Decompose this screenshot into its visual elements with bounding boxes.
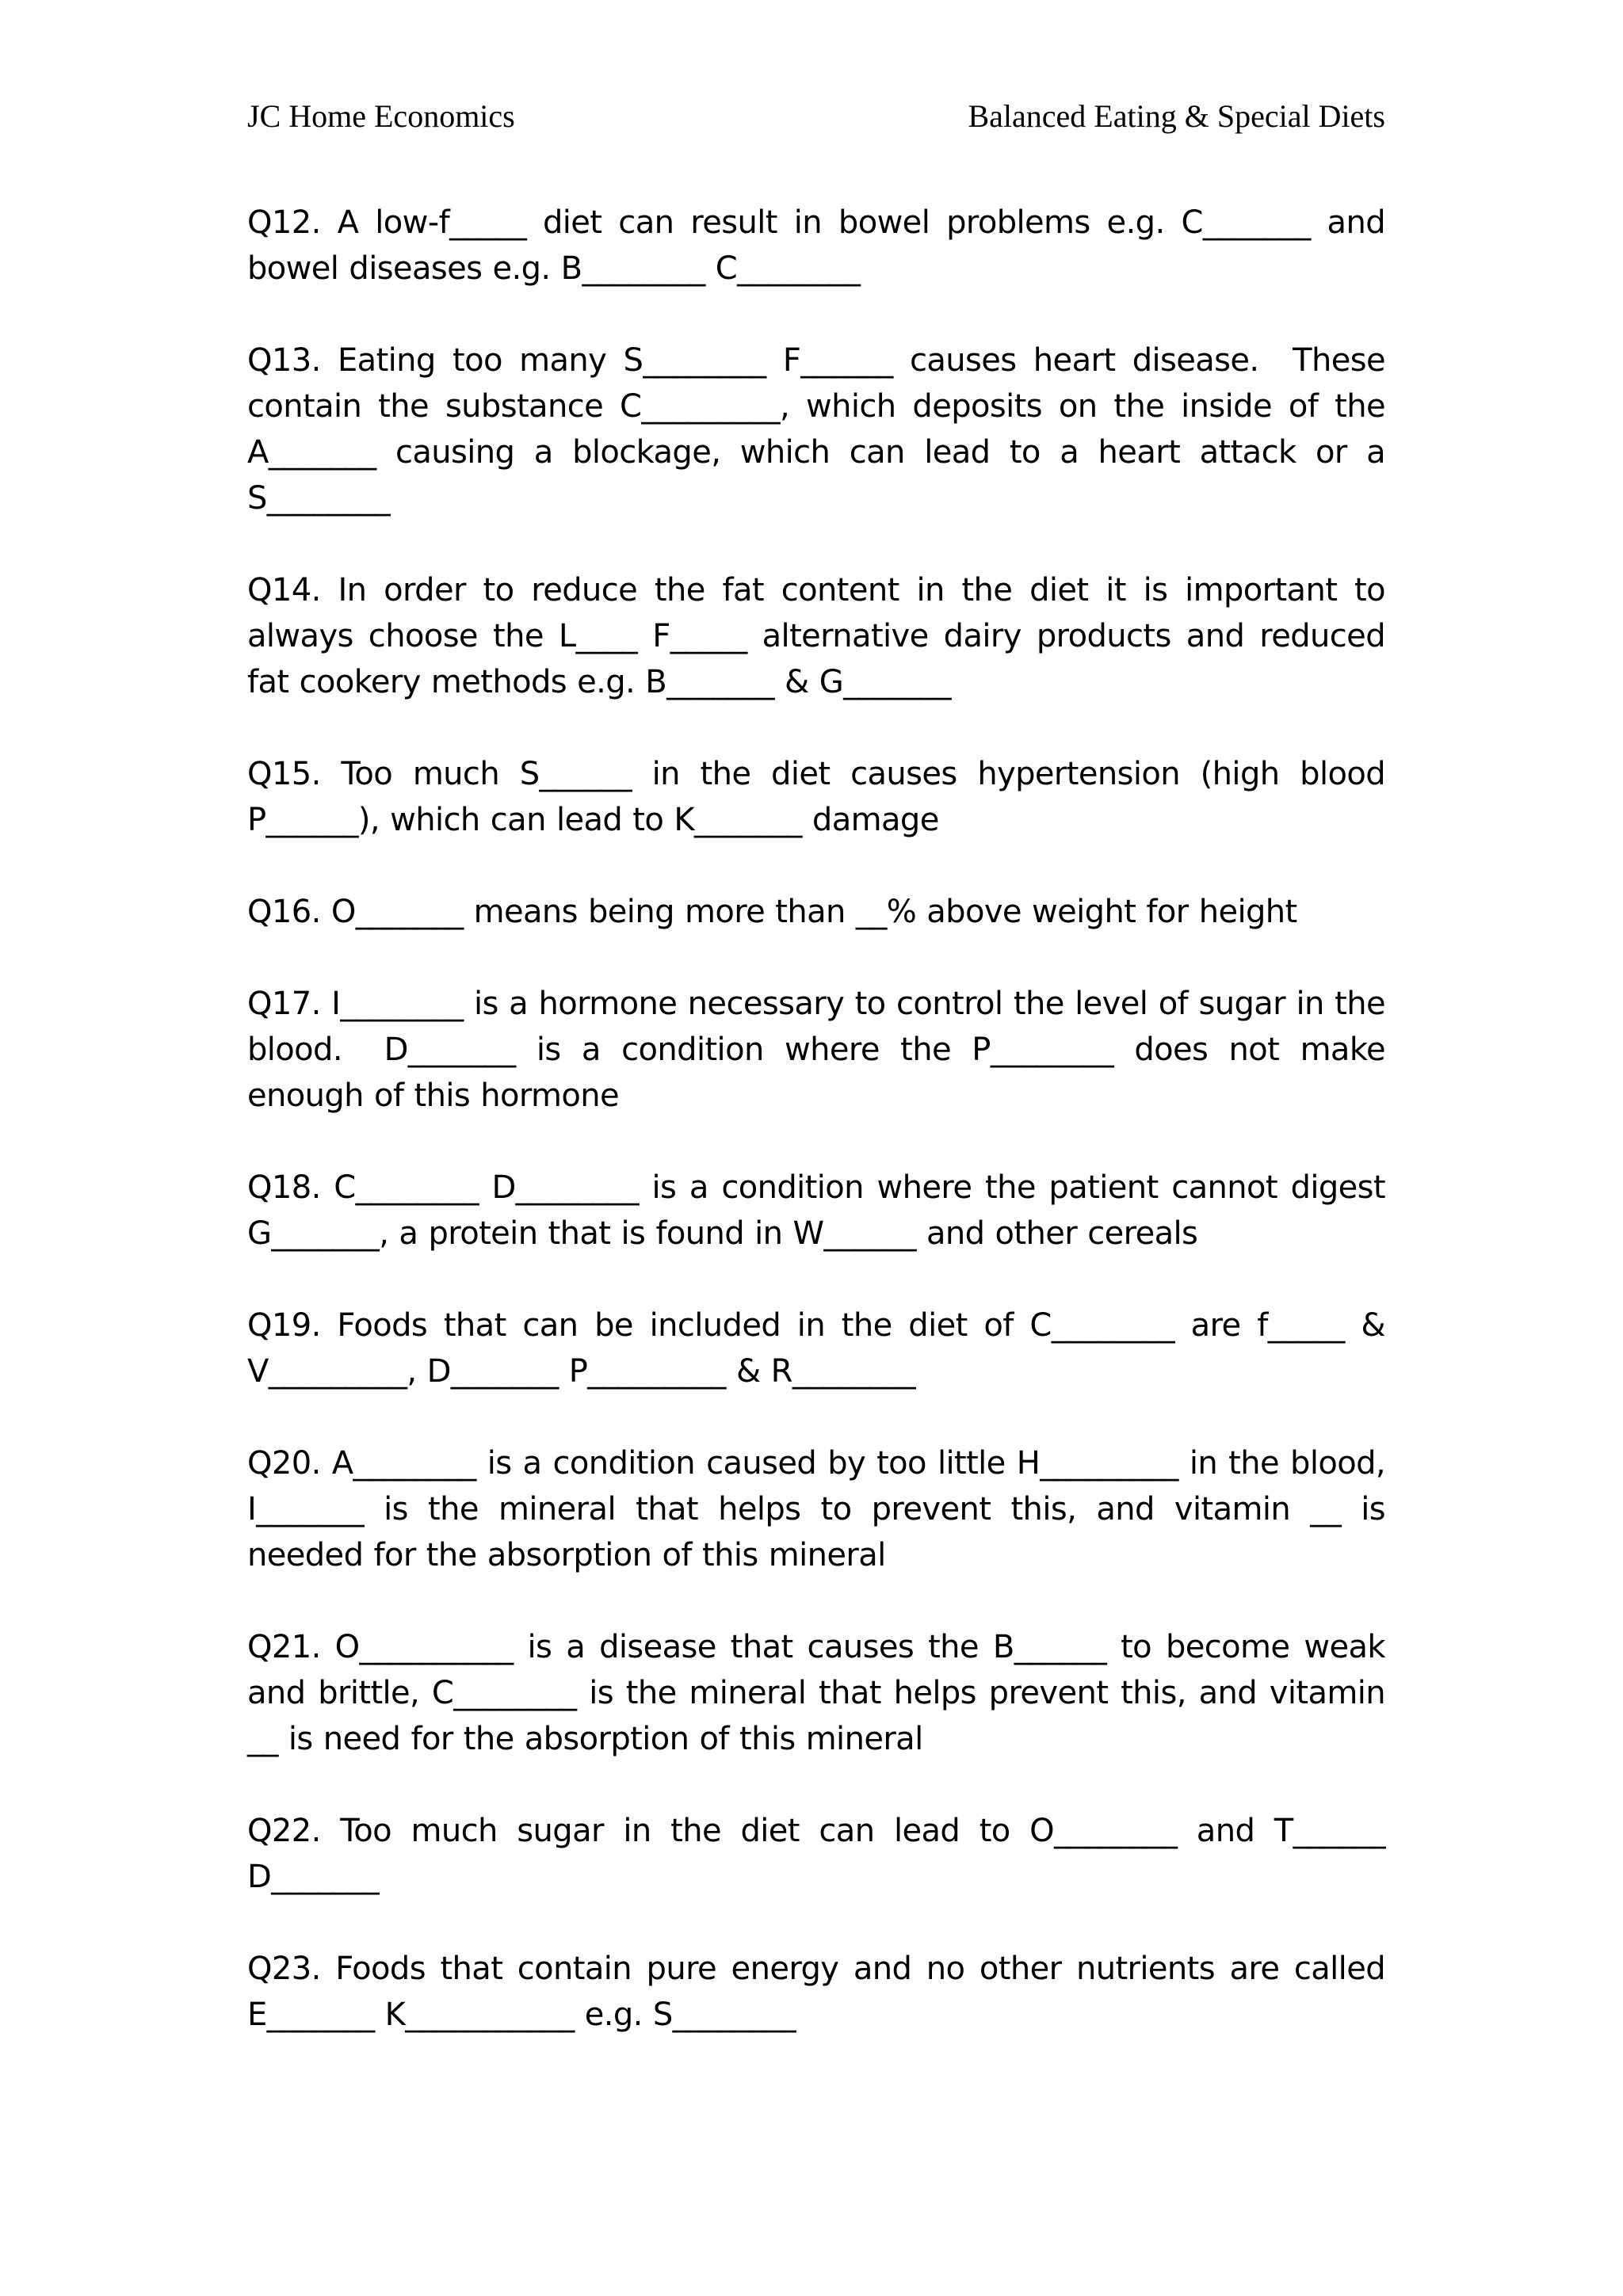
- question-22: Q22. Too much sugar in the diet can lead to O________ and T______ D_______: [247, 1813, 1396, 1895]
- question-18: Q18. C________ D________ is a condition where the patient cannot digest G_______, a protein that is found in W______ and other cereals: [247, 1169, 1396, 1252]
- question-16: Q16. O_______ means being more than __% above weight for height: [247, 894, 1297, 930]
- question-list: [247, 200, 1396, 2084]
- question-17: Q17. I________ is a hormone necessary to control the level of sugar in the blood. D_______ is a condition where the P________ does not make enough of this hormone: [247, 986, 1396, 1114]
- question-13: Q13. Eating too many S________ F______ causes heart disease. These contain the substance C_________, which deposits on the inside of the A_______ causing a blockage, which can lead to a heart attack or a S________: [247, 342, 1396, 517]
- question-19: Q19. Foods that can be included in the diet of C________ are f_____ & V_________, D_______ P_________ & R________: [247, 1307, 1396, 1390]
- header-subject: JC Home Economics: [247, 98, 515, 134]
- page-header: [247, 97, 1385, 144]
- question-14: Q14. In order to reduce the fat content in the diet it is important to always choose the L____ F_____ alternative dairy products and reduced fat cookery methods e.g. B_______ & G_______: [247, 572, 1396, 700]
- question-23: Q23. Foods that contain pure energy and no other nutrients are called E_______ K___________ e.g. S________: [247, 1951, 1396, 2033]
- question-20: Q20. A________ is a condition caused by too little H_________ in the blood, I_______ is the mineral that helps to prevent this, and vitamin __ is needed for the absorption of this mineral: [247, 1445, 1396, 1573]
- header-topic: Balanced Eating & Special Diets: [968, 98, 1385, 134]
- question-21: Q21. O__________ is a disease that causes the B______ to become weak and brittle, C________ is the mineral that helps prevent this, and vitamin __ is need for the absorption of this mineral: [247, 1629, 1396, 1757]
- question-15: Q15. Too much S______ in the diet causes hypertension (high blood P______), which can lead to K_______ damage: [247, 756, 1396, 838]
- question-12: Q12. A low-f_____ diet can result in bowel problems e.g. C_______ and bowel diseases e.g. B________ C________: [247, 204, 1396, 287]
